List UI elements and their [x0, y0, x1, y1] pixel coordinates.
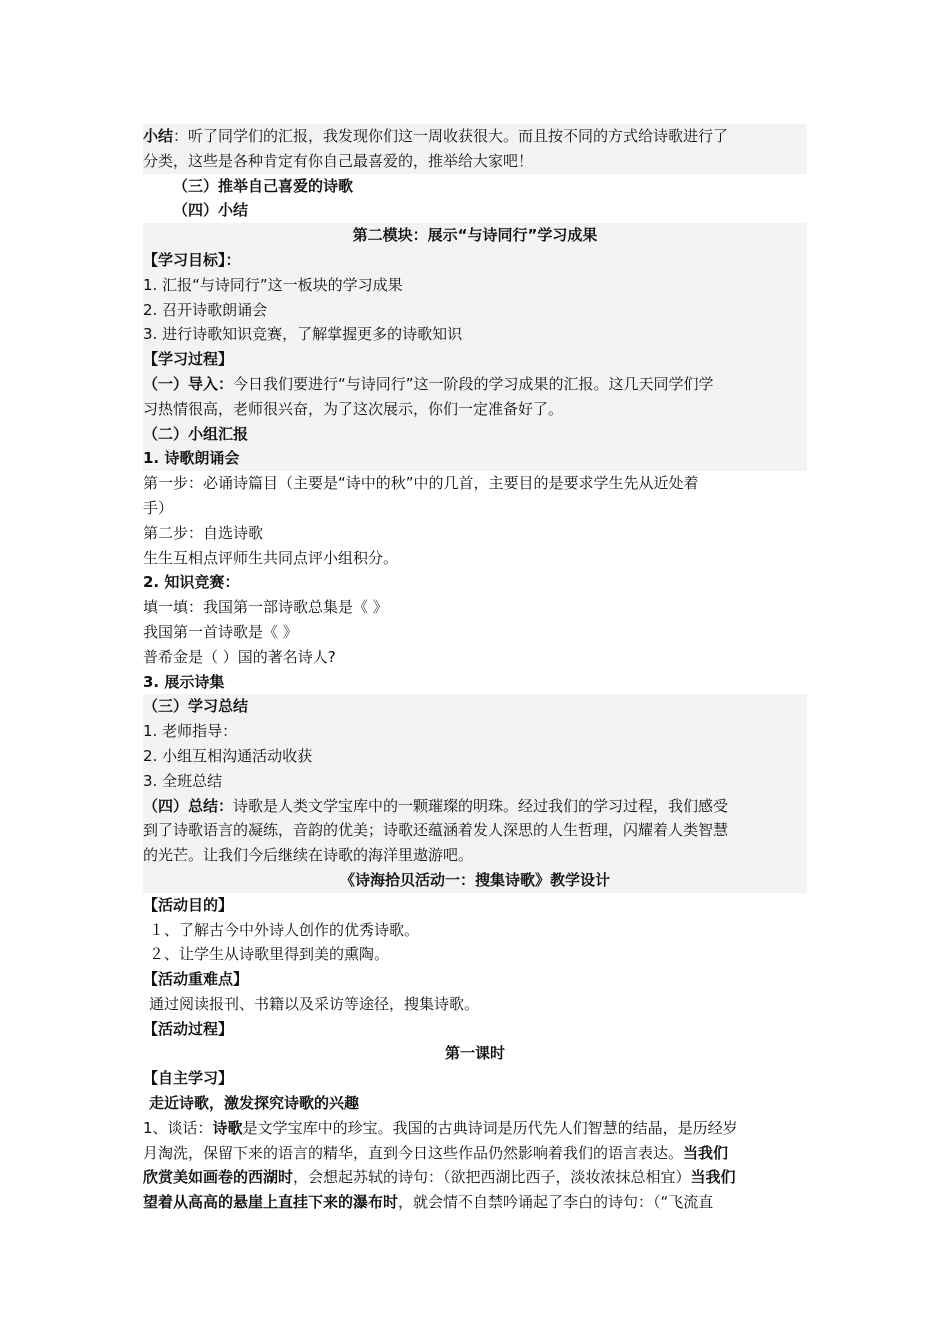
goals-heading: 【学习目标】： [143, 248, 807, 273]
group-report-title: （二）小组汇报 [143, 422, 807, 447]
goal-item: 1. 汇报“与诗同行”这一板块的学习成果 [143, 273, 807, 298]
conclusion-line-1: （四）总结：诗歌是人类文学宝库中的一颗璀璨的明珠。经过我们的学习过程，我们感受 [143, 794, 807, 819]
section3-title: （三）推举自己喜爱的诗歌 [173, 176, 354, 195]
showcase-title: 3. 展示诗集 [143, 672, 225, 691]
conclusion-label: （四）总结： [143, 796, 234, 815]
summary-text: ：听了同学们的汇报，我发现你们这一周收获很大。而且按不同的方式给诗歌进行了 [173, 127, 729, 145]
process-heading: 【学习过程】 [143, 347, 807, 372]
intro-line-1: （一）导入：今日我们要进行“与诗同行”这一阶段的学习成果的汇报。这几天同学们学 [143, 372, 807, 397]
lesson1-title: 第一课时 [444, 1044, 505, 1063]
talk-line-3: 欣赏美如画卷的西湖时，会想起苏轼的诗句：（欲把西湖比西子，淡妆浓抹总相宜）当我们 [143, 1168, 736, 1187]
approach-title: 走近诗歌，激发探究诗歌的兴趣 [149, 1094, 360, 1113]
summary-line-1 [143, 124, 807, 149]
conclusion-line-3: 的光芒。让我们今后继续在诗歌的海洋里遨游吧。 [143, 843, 807, 868]
study-summary-item: 3. 全班总结 [143, 769, 807, 794]
talk-line-1: 1、谈话：诗歌是文学宝库中的珍宝。我国的古典诗词是历代先人们智慧的结晶，是历经岁 [143, 1118, 738, 1137]
activity-process-heading: 【活动过程】 [143, 1019, 234, 1038]
activity-goal-item: ２、让学生从诗歌里得到美的熏陶。 [149, 945, 390, 964]
conclusion-line-2: 到了诗歌语言的凝练，音韵的优美；诗歌还蕴涵着发人深思的人生哲理，闪耀着人类智慧 [143, 818, 807, 843]
study-summary-item: 1. 老师指导： [143, 719, 807, 744]
quiz-title: 2. 知识竞赛： [143, 573, 240, 592]
step2-line: 第二步：自选诗歌 [143, 523, 264, 542]
recital-title: 1. 诗歌朗诵会 [143, 446, 807, 471]
activity-goal-heading: 【活动目的】 [143, 895, 234, 914]
goal-item: 2. 召开诗歌朗诵会 [143, 298, 807, 323]
goal-item: 3. 进行诗歌知识竞赛，了解掌握更多的诗歌知识 [143, 322, 807, 347]
study-summary-title: （三）学习总结 [143, 694, 807, 719]
key-points-heading: 【活动重难点】 [143, 970, 249, 989]
document-page [143, 124, 807, 1215]
activity-goal-item: １、了解古今中外诗人创作的优秀诗歌。 [149, 920, 420, 939]
talk-line-2: 月淘洗，保留下来的语言的精华，直到今日这些作品仍然影响着我们的语言表达。当我们 [143, 1143, 729, 1162]
key-points-text: 通过阅读报刊、书籍以及采访等途径，搜集诗歌。 [149, 994, 480, 1013]
summary-line-2: 分类，这些是各种肯定有你自己最喜爱的，推举给大家吧！ [143, 149, 807, 174]
design-title: 《诗海拾贝活动一：搜集诗歌》教学设计 [143, 868, 807, 893]
quiz-question: 我国第一首诗歌是《 》 [143, 622, 298, 641]
study-summary-item: 2. 小组互相沟通活动收获 [143, 744, 807, 769]
quiz-question: 填一填：我国第一部诗歌总集是《 》 [143, 598, 388, 617]
step1-line-2: 手） [143, 498, 174, 517]
quiz-question: 普希金是（ ）国的著名诗人? [143, 647, 336, 666]
talk-line-4: 望着从高高的悬崖上直挂下来的瀑布时，就会情不自禁吟诵起了李白的诗句：（“飞流直 [143, 1193, 714, 1212]
peer-review-line: 生生互相点评师生共同点评小组积分。 [143, 548, 399, 567]
self-study-heading: 【自主学习】 [143, 1069, 234, 1088]
module2-title: 第二模块：展示“与诗同行”学习成果 [143, 223, 807, 248]
intro-line-2: 习热情很高，老师很兴奋，为了这次展示，你们一定准备好了。 [143, 397, 807, 422]
summary-label: 小结 [143, 127, 174, 145]
intro-label: （一）导入： [143, 374, 234, 393]
step1-line-1: 第一步：必诵诗篇目（主要是“诗中的秋”中的几首，主要目的是要求学生先从近处着 [143, 474, 699, 493]
section4-title: （四）小结 [173, 201, 249, 220]
